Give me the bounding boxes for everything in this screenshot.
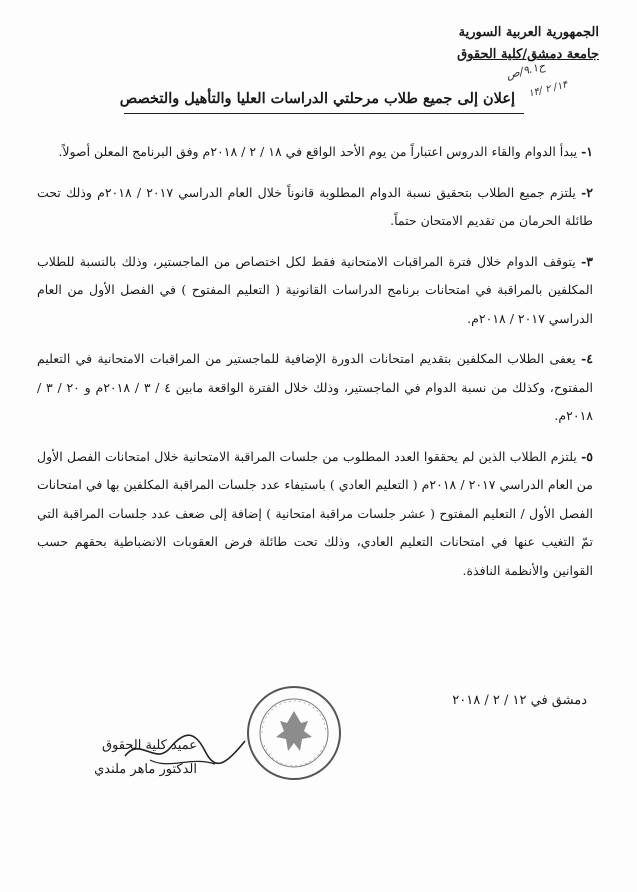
paragraph-5 bbox=[37, 443, 593, 586]
letterhead bbox=[457, 22, 599, 66]
paragraph-1 bbox=[37, 138, 593, 167]
eagle-emblem-icon bbox=[276, 711, 312, 751]
title-underline bbox=[124, 113, 524, 114]
paragraph-4 bbox=[37, 345, 593, 431]
announcement-title: إعلان إلى جميع طلاب مرحلتي الدراسات العليا والتأهيل والتخصص bbox=[119, 90, 515, 107]
paragraph-text: يعفى الطلاب المكلفين بتقديم امتحانات الدورة الإضافية للماجستير من المراقبات الامتحانية في التعليم المفتوح، وكذلك من نسبة الدوام في الماجستير، وذلك خلال الفترة الواقعة مابين ٤ / ٣ / ٢٠١٨م و ٢٠ / ٣ / ٢٠١٨م. bbox=[37, 351, 593, 423]
paragraph-3 bbox=[37, 248, 593, 334]
paragraph-number: ٥- bbox=[581, 448, 593, 464]
paragraph-text: يتوقف الدوام خلال فترة المراقبات الامتحانية فقط لكل اختصاص من الماجستير، وذلك بالنسبة للطلاب المكلفين بالمراقبة في امتحانات برنامج الدراسات القانونية ( التعليم المفتوح ) في الفصل الأول من العام الدراسي ٢٠١٧ / ٢٠١٨م. bbox=[37, 253, 593, 326]
paragraph-number: ٢- bbox=[581, 184, 593, 200]
republic-name: الجمهورية العربية السورية bbox=[458, 25, 599, 40]
paragraph-number: ٤- bbox=[581, 351, 593, 366]
dean-title: عميد كلية الحقوق bbox=[101, 738, 197, 753]
university-name: جامعة دمشق/كلية الحقوق bbox=[457, 47, 599, 62]
reference-date: ۱۴/ ۲ /۱۴ bbox=[527, 79, 569, 100]
paragraph-text: يلتزم جميع الطلاب بتحقيق نسبة الدوام المطلوبة قانوناً خلال العام الدراسي ٢٠١٧ / ٢٠١٨م وذلك تحت طائلة الحرمان من تقديم الامتحان حتماً. bbox=[37, 184, 593, 228]
official-stamp bbox=[244, 683, 344, 783]
paragraph-number: ٣- bbox=[581, 253, 593, 269]
place-and-date: دمشق في ١٢ / ٢ / ٢٠١٨ bbox=[452, 693, 587, 708]
paragraph-2 bbox=[37, 179, 593, 236]
paragraph-text: يبدأ الدوام والقاء الدروس اعتباراً من يوم الأحد الواقع في ١٨ / ٢ / ٢٠١٨م وفق البرنامج المعلن أصولاً. bbox=[58, 144, 578, 159]
reference-number: ح۹.۱/ص bbox=[505, 59, 547, 82]
dean-name: الدكتور ماهر ملندي bbox=[94, 762, 197, 777]
announcement-body bbox=[37, 138, 593, 597]
paragraph-number: ١- bbox=[581, 144, 593, 159]
paragraph-text: يلتزم الطلاب الذين لم يحققوا العدد المطلوب من جلسات المراقبة الامتحانية خلال امتحانات الفصل الأول من العام الدراسي ٢٠١٧ / ٢٠١٨م ( التعليم العادي ) باستيفاء عدد جلسات المراقبة المكلفين بها في امتحانات الفصل الأول / التعليم المفتوح ( عشر جلسات مراقبة امتحانية ) إضافة إلى ضعف عدد جلسات المراقبة التي تمّ التغيب عنها في امتحانات التعليم العادي، وذلك تحت طائلة فرض العقوبات الانضباطية بحقهم حسب القوانين والأنظمة النافذة. bbox=[37, 448, 593, 578]
